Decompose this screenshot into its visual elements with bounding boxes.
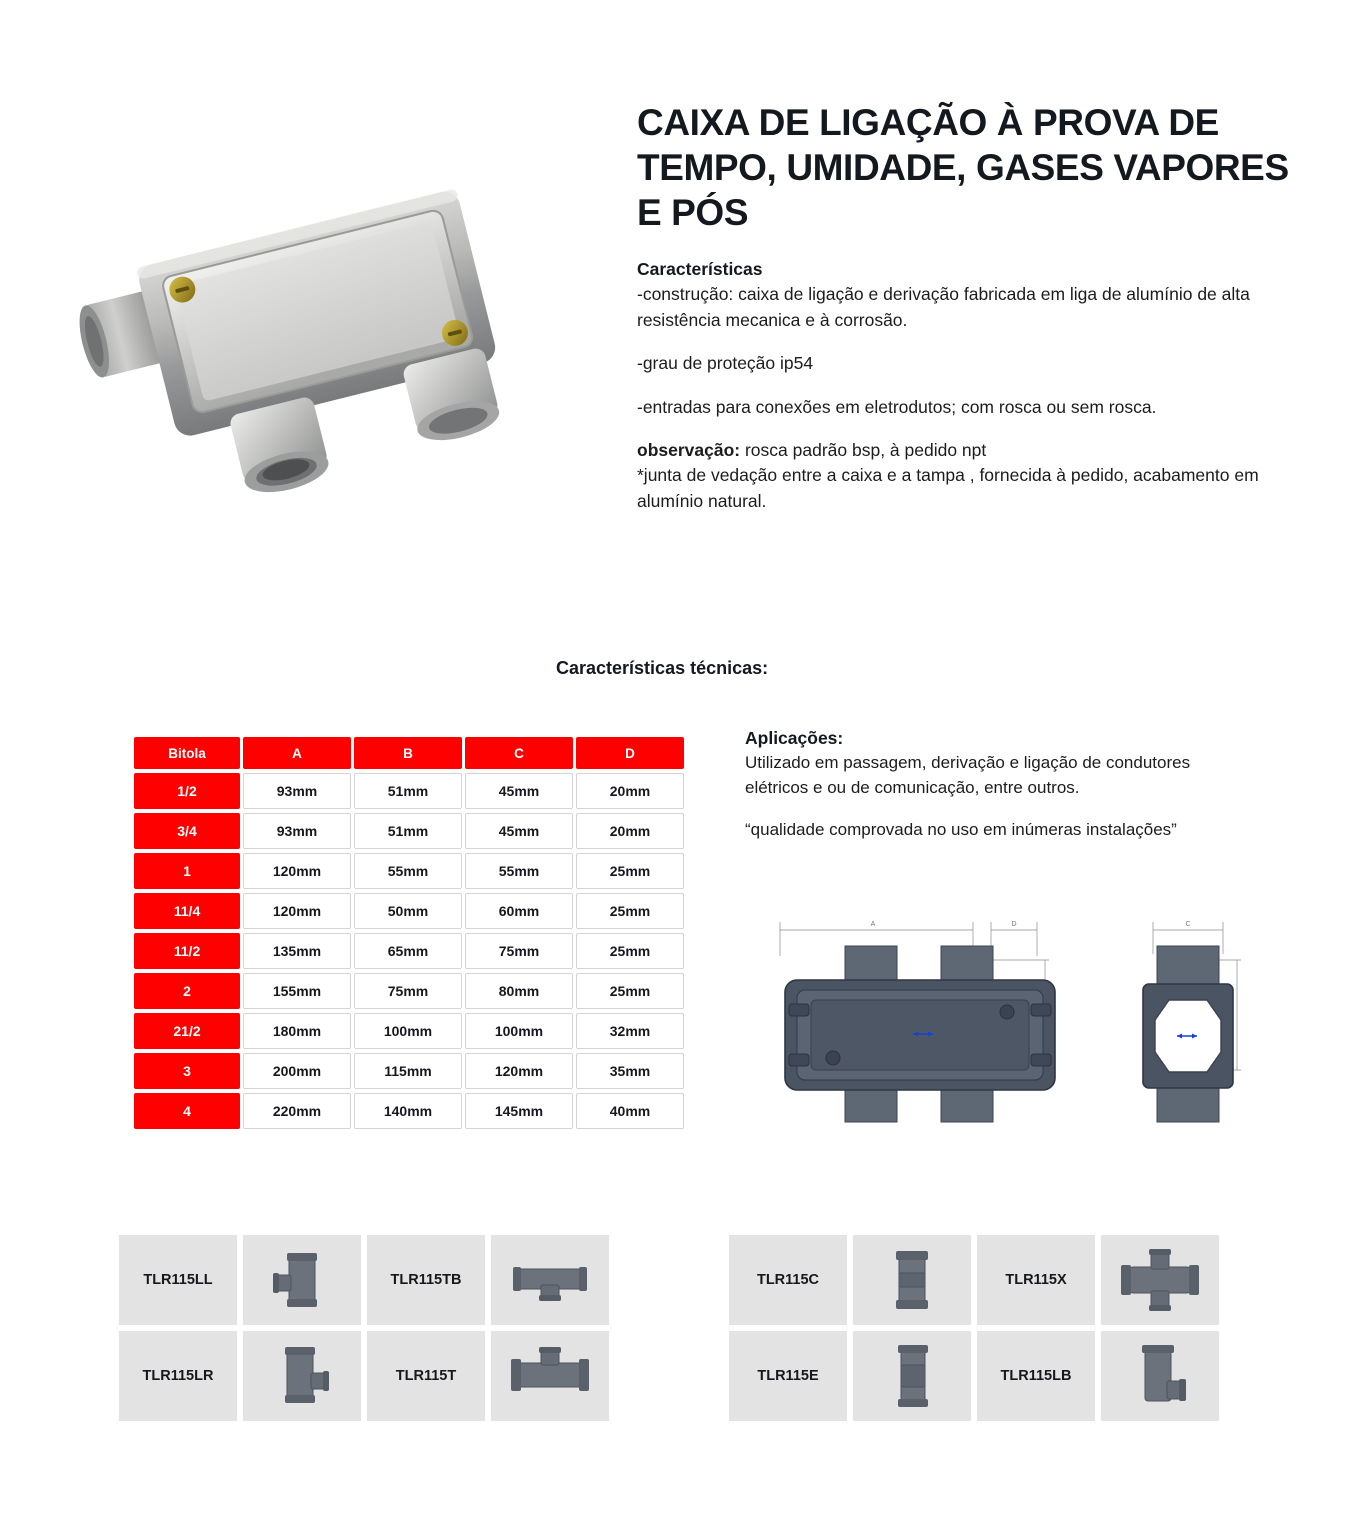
column-header-c: C	[465, 737, 573, 769]
cell-c: 45mm	[465, 813, 573, 849]
cell-bitola: 2	[134, 973, 240, 1009]
cell-d: 32mm	[576, 1013, 684, 1049]
cell-bitola: 21/2	[134, 1013, 240, 1049]
observation-label: observação:	[637, 439, 741, 460]
cell-c: 55mm	[465, 853, 573, 889]
table-row	[134, 973, 684, 1009]
cell-a: 135mm	[243, 933, 351, 969]
model-image-tlr115x	[1101, 1235, 1219, 1325]
model-code-tlr115tb: TLR115TB	[367, 1235, 485, 1325]
model-code-tlr115c: TLR115C	[729, 1235, 847, 1325]
cell-a: 93mm	[243, 813, 351, 849]
fitting-ll-icon	[243, 1235, 361, 1325]
spec-table	[131, 733, 687, 1133]
model-image-tlr115c	[853, 1235, 971, 1325]
features-heading: Características	[637, 259, 763, 280]
cell-bitola: 3	[134, 1053, 240, 1089]
column-header-bitola: Bitola	[134, 737, 240, 769]
model-image-tlr115e	[853, 1331, 971, 1421]
cell-a: 120mm	[243, 853, 351, 889]
model-image-tlr115tb	[491, 1235, 609, 1325]
table-row	[134, 1053, 684, 1089]
fitting-tb-icon	[491, 1235, 609, 1325]
feature-entries: -entradas para conexões em eletrodutos; com rosca ou sem rosca.	[637, 396, 1157, 417]
page-title: CAIXA DE LIGAÇÃO À PROVA DE TEMPO, UMIDADE, GASES VAPORES E PÓS	[637, 102, 1289, 234]
dim-label-c: C	[1185, 921, 1191, 928]
model-code-tlr115lb: TLR115LB	[977, 1331, 1095, 1421]
column-header-d: D	[576, 737, 684, 769]
applications-heading: Aplicações:	[745, 728, 844, 748]
model-image-tlr115t	[491, 1331, 609, 1421]
hero-text	[637, 100, 1297, 532]
cell-a: 180mm	[243, 1013, 351, 1049]
cell-c: 145mm	[465, 1093, 573, 1129]
cell-bitola: 11/4	[134, 893, 240, 929]
dimension-drawing-icon	[745, 908, 1255, 1158]
cell-bitola: 1	[134, 853, 240, 889]
feature-protection: -grau de proteção ip54	[637, 353, 814, 374]
cell-bitola: 11/2	[134, 933, 240, 969]
cell-d: 25mm	[576, 893, 684, 929]
model-grid-right	[729, 1235, 1219, 1421]
table-row	[134, 893, 684, 929]
fitting-lr-icon	[243, 1331, 361, 1421]
cell-d: 35mm	[576, 1053, 684, 1089]
fitting-x-icon	[1101, 1235, 1219, 1325]
fitting-e-icon	[853, 1331, 971, 1421]
technical-drawings	[745, 908, 1255, 1158]
model-image-tlr115lr	[243, 1331, 361, 1421]
cell-c: 60mm	[465, 893, 573, 929]
cell-c: 80mm	[465, 973, 573, 1009]
cell-c: 75mm	[465, 933, 573, 969]
table-row	[134, 1093, 684, 1129]
conduit-box-photo-icon	[78, 150, 598, 570]
dim-label-d: D	[1011, 921, 1017, 928]
cell-a: 120mm	[243, 893, 351, 929]
table-row	[134, 773, 684, 809]
model-code-tlr115ll: TLR115LL	[119, 1235, 237, 1325]
cell-d: 25mm	[576, 853, 684, 889]
cell-a: 155mm	[243, 973, 351, 1009]
dim-label-a: A	[870, 921, 876, 928]
cell-b: 100mm	[354, 1013, 462, 1049]
cell-bitola: 3/4	[134, 813, 240, 849]
hero-section	[0, 0, 1362, 620]
model-image-tlr115lb	[1101, 1331, 1219, 1421]
cell-b: 51mm	[354, 813, 462, 849]
cell-d: 20mm	[576, 813, 684, 849]
cell-a: 200mm	[243, 1053, 351, 1089]
cell-b: 75mm	[354, 973, 462, 1009]
cell-b: 55mm	[354, 853, 462, 889]
cell-c: 120mm	[465, 1053, 573, 1089]
observation-text: rosca padrão bsp, à pedido npt	[740, 439, 987, 460]
table-row	[134, 933, 684, 969]
cell-c: 100mm	[465, 1013, 573, 1049]
model-code-tlr115t: TLR115T	[367, 1331, 485, 1421]
tech-section-title: Características técnicas:	[556, 658, 769, 678]
cell-b: 115mm	[354, 1053, 462, 1089]
cell-b: 140mm	[354, 1093, 462, 1129]
cell-bitola: 1/2	[134, 773, 240, 809]
table-header-row	[134, 737, 684, 769]
cell-b: 50mm	[354, 893, 462, 929]
model-code-tlr115e: TLR115E	[729, 1331, 847, 1421]
fitting-t-icon	[491, 1331, 609, 1421]
cell-b: 51mm	[354, 773, 462, 809]
product-photo	[78, 150, 598, 570]
applications-text: Utilizado em passagem, derivação e ligação de condutores elétricos e ou de comunicação, entre outros.	[745, 753, 1191, 797]
observation-extra: *junta de vedação entre a caixa e a tampa , fornecida à pedido, acabamento em alumínio natural.	[637, 465, 1259, 511]
column-header-b: B	[354, 737, 462, 769]
cell-a: 220mm	[243, 1093, 351, 1129]
cell-a: 93mm	[243, 773, 351, 809]
applications-quote: “qualidade comprovada no uso em inúmeras instalações”	[745, 820, 1177, 840]
model-grid-left	[119, 1235, 609, 1421]
cell-d: 20mm	[576, 773, 684, 809]
cell-bitola: 4	[134, 1093, 240, 1129]
applications-section	[745, 728, 1245, 861]
model-code-tlr115x: TLR115X	[977, 1235, 1095, 1325]
cell-d: 25mm	[576, 973, 684, 1009]
cell-b: 65mm	[354, 933, 462, 969]
table-row	[134, 813, 684, 849]
fitting-c-icon	[853, 1235, 971, 1325]
cell-c: 45mm	[465, 773, 573, 809]
drawing-front-view	[785, 946, 1055, 1122]
feature-construction: -construção: caixa de ligação e derivação fabricada em liga de alumínio de alta resistência mecanica e à corrosão.	[637, 284, 1250, 330]
table-row	[134, 1013, 684, 1049]
table-row	[134, 853, 684, 889]
model-image-tlr115ll	[243, 1235, 361, 1325]
model-code-tlr115lr: TLR115LR	[119, 1331, 237, 1421]
drawing-side-view	[1143, 946, 1233, 1122]
column-header-a: A	[243, 737, 351, 769]
cell-d: 40mm	[576, 1093, 684, 1129]
observation-line	[637, 438, 1297, 514]
fitting-lb-icon	[1101, 1331, 1219, 1421]
cell-d: 25mm	[576, 933, 684, 969]
